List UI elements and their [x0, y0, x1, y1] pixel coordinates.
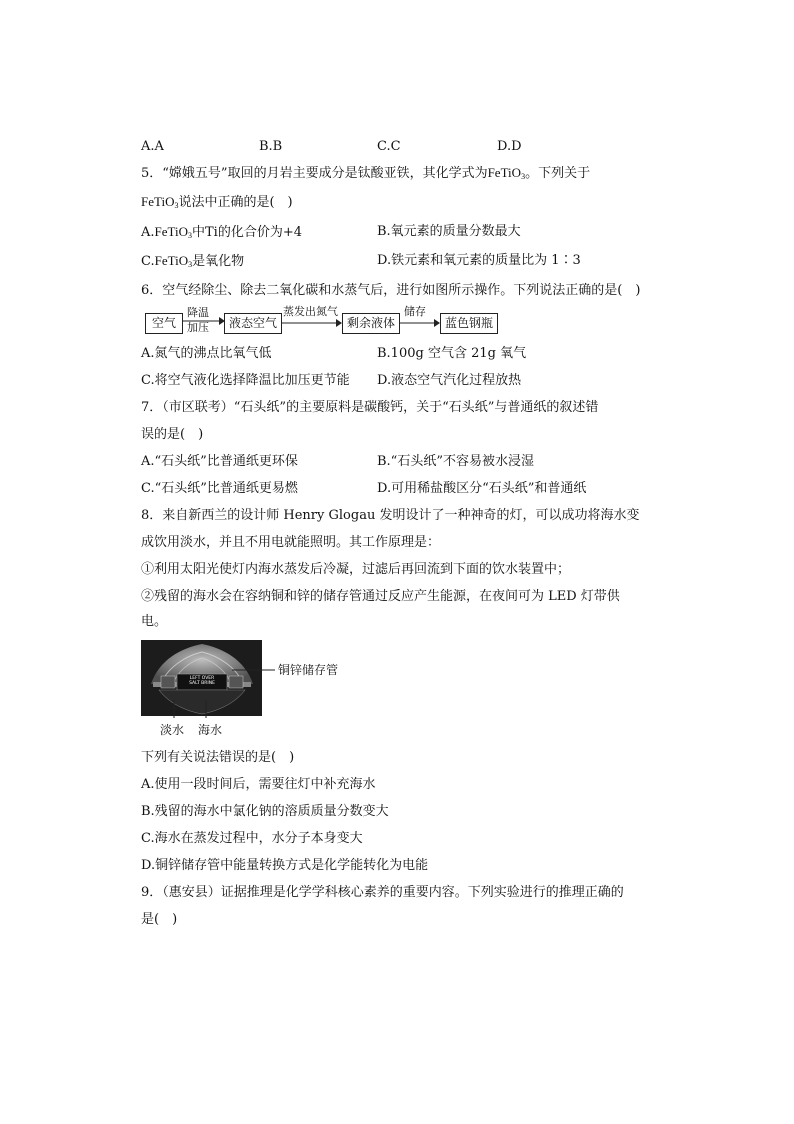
flow-label-cool: 降温 [187, 306, 209, 319]
q5-formula: FeTiO$_3$ [141, 194, 179, 210]
flow-arrow-1 [183, 316, 225, 326]
q5-option-c: C.FeTiO$_3$是氧化物 [141, 253, 245, 269]
q5-stem-line2: FeTiO$_3$说法中正确的是( ) [141, 194, 293, 210]
q9-stem-line1: 9．（惠安县）证据推理是化学学科核心素养的重要内容。下列实验进行的推理正确的 [141, 885, 624, 900]
figure-pointer-lines [160, 700, 220, 720]
q7-option-a: A.“石头纸”比普通纸更环保 [141, 454, 298, 469]
q8-option-b: B.残留的海水中氯化钠的溶质质量分数变大 [141, 804, 389, 819]
flow-box-blue-cylinder: 蓝色钢瓶 [440, 313, 498, 334]
flow-arrow-3 [400, 318, 440, 328]
q8-principle-2-cont: 电。 [141, 614, 168, 629]
q4-option-d: D.D [497, 139, 522, 154]
q7-option-c: C.“石头纸”比普通纸更易燃 [141, 481, 298, 496]
flow-box-air: 空气 [145, 313, 183, 334]
q5-option-d: D.铁元素和氧元素的质量比为 1∶3 [377, 253, 581, 268]
q8-stem-line2: 成饮用淡水，并且不用电就能照明。其工作原理是： [141, 535, 441, 550]
flow-box-liquid-air: 液态空气 [224, 313, 282, 334]
flow-label-store: 储存 [404, 305, 426, 318]
q6-stem: 6．空气经除尘、除去二氧化碳和水蒸气后，进行如图所示操作。下列说法正确的是( ) [141, 283, 641, 298]
q6-option-b: B.100g 空气含 21g 氧气 [377, 346, 527, 361]
q6-option-a: A.氮气的沸点比氧气低 [141, 346, 272, 361]
q8-option-c: C.海水在蒸发过程中，水分子本身变大 [141, 831, 363, 846]
q4-option-a: A.A [141, 139, 164, 154]
q8-stem-line1: 8．来自新西兰的设计师 Henry Glogau 发明设计了一种神奇的灯，可以成功将海水变 [141, 508, 640, 523]
q9-stem-line2: 是( ) [141, 912, 178, 927]
figure-label-tube: 铜锌储存管 [278, 663, 339, 677]
figure-label-seawater: 海水 [198, 723, 223, 737]
q7-option-b: B.“石头纸”不容易被水浸湿 [377, 454, 534, 469]
figure-label-fresh-water: 淡水 [160, 723, 185, 737]
flow-arrow-2 [282, 318, 342, 328]
q7-option-d: D.可用稀盐酸区分“石头纸”和普通纸 [377, 481, 587, 496]
flow-box-remaining-liquid: 剩余液体 [342, 313, 400, 334]
q8-principle-2: ②残留的海水会在容纳铜和锌的储存管通过反应产生能源，在夜间可为 LED 灯带供 [141, 589, 620, 604]
q6-option-d: D.液态空气汽化过程放热 [377, 373, 522, 388]
q8-option-a: A.使用一段时间后，需要往灯中补充海水 [141, 777, 376, 792]
q5-option-a: A.FeTiO$_3$中Ti的化合价为+4 [141, 224, 303, 240]
flow-label-evaporate-nitrogen: 蒸发出氮气 [283, 305, 338, 318]
q8-option-d: D.铜锌储存管中能量转换方式是化学能转化为电能 [141, 858, 429, 873]
q5-option-b: B.氧元素的质量分数最大 [377, 224, 521, 239]
q6-option-c: C.将空气液化选择降温比加压更节能 [141, 373, 350, 388]
q8-principle-1: ①利用太阳光使灯内海水蒸发后冷凝，过滤后再回流到下面的饮水装置中； [141, 562, 571, 577]
q4-option-c: C.C [377, 139, 401, 154]
q7-stem-line1: 7．（市区联考）“石头纸”的主要原料是碳酸钙，关于“石头纸”与普通纸的叙述错 [141, 400, 599, 415]
q5-formula: FeTiO$_3$ [487, 165, 526, 181]
q4-option-b: B.B [259, 139, 283, 154]
q5-stem-line1: 5．“嫦娥五号”取回的月岩主要成分是钛酸亚铁，其化学式为FeTiO$_3$。下列关于 [141, 165, 591, 181]
figure-leader-lines [230, 660, 280, 720]
q8-question: 下列有关说法错误的是( ) [141, 750, 295, 765]
flow-label-pressurize: 加压 [187, 321, 209, 334]
lamp-inner-label: LEFT OVER SALT BRINE [189, 676, 215, 686]
q7-stem-line2: 误的是( ) [141, 427, 204, 442]
